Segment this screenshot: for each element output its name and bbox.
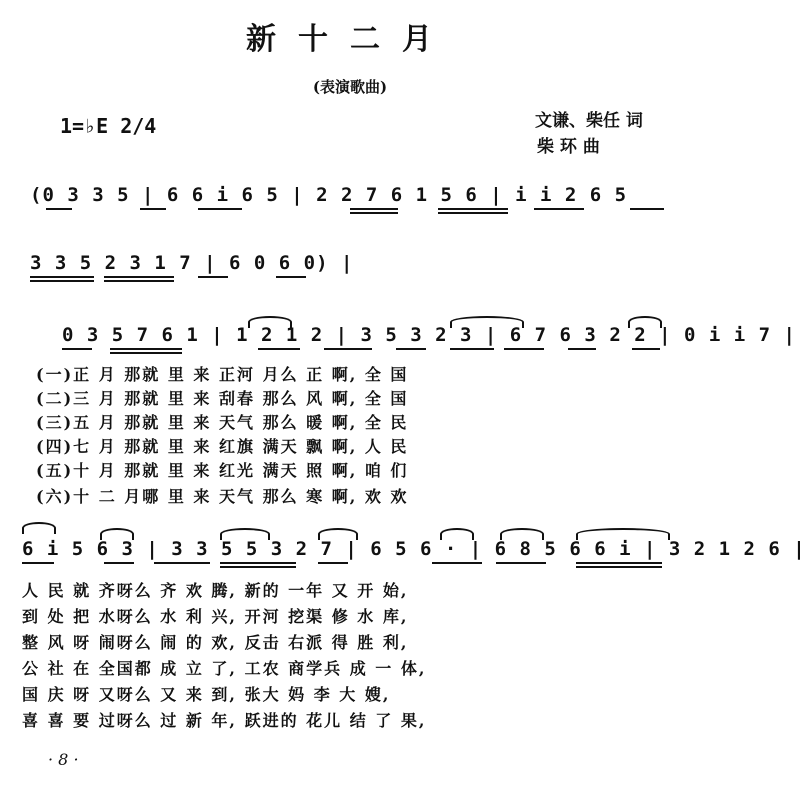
underline xyxy=(324,348,372,350)
underline xyxy=(350,212,398,214)
underline xyxy=(504,348,544,350)
credits xyxy=(535,108,643,160)
notation-line-1: (0 3 3 5 | 6 6 i 6 5 | 2 2 7 6 1 5 6 | i i 2 6 5 xyxy=(30,184,628,206)
lyric-line: 喜 喜 要 过呀么 过 新 年, 跃进的 花儿 结 了 果, xyxy=(22,711,427,730)
key-signature: 1=♭E 2/4 xyxy=(60,114,157,138)
lyric-line: 公 社 在 全国都 成 立 了, 工农 商学兵 成 一 体, xyxy=(22,659,427,678)
lyric-line: 人 民 就 齐呀么 齐 欢 腾, 新的 一年 又 开 始, xyxy=(22,581,409,600)
lyric-line: 国 庆 呀 又呀么 又 来 到, 张大 妈 李 大 嫂, xyxy=(22,685,391,704)
underline xyxy=(396,348,426,350)
underline xyxy=(438,208,508,210)
underline xyxy=(432,562,482,564)
lyric-line: (六)十 二 月哪 里 来 天气 那么 寒 啊, 欢 欢 xyxy=(36,487,409,506)
underline xyxy=(110,352,182,354)
underline xyxy=(110,348,182,350)
song-subtitle: (表演歌曲) xyxy=(312,78,388,96)
underline xyxy=(258,348,300,350)
underline xyxy=(276,276,306,278)
underline xyxy=(496,562,546,564)
underline xyxy=(576,562,662,564)
song-title: 新十二月 xyxy=(246,22,454,57)
underline xyxy=(220,562,296,564)
underline xyxy=(632,348,660,350)
lyric-line: (二)三 月 那就 里 来 刮春 那么 风 啊, 全 国 xyxy=(36,389,409,408)
underline xyxy=(450,348,494,350)
underline xyxy=(30,276,94,278)
page-number: · 8 · xyxy=(48,750,79,769)
lyric-line: (四)七 月 那就 里 来 红旗 满天 飘 啊, 人 民 xyxy=(36,437,409,456)
notation-line-4: 6 i 5 6 3 | 3 3 5 5 3 2 7 | 6 5 6 · | 6 8 5 6 6 i | 3 2 1 2 6 | xyxy=(22,538,806,560)
underline xyxy=(104,562,134,564)
underline xyxy=(104,276,174,278)
underline xyxy=(104,280,174,282)
underline xyxy=(140,208,166,210)
underline xyxy=(350,208,398,210)
underline xyxy=(62,348,92,350)
underline xyxy=(630,208,664,210)
underline xyxy=(568,348,596,350)
underline xyxy=(198,276,228,278)
underline xyxy=(438,212,508,214)
composer-credit: 柴 环 曲 xyxy=(537,137,600,157)
underline xyxy=(220,566,296,568)
slur xyxy=(22,522,56,534)
lyric-line: 整 风 呀 闹呀么 闹 的 欢, 反击 右派 得 胜 利, xyxy=(22,633,409,652)
lyric-line: 到 处 把 水呀么 水 利 兴, 开河 挖渠 修 水 库, xyxy=(22,607,409,626)
lyric-line: (一)正 月 那就 里 来 正河 月么 正 啊, 全 国 xyxy=(36,365,409,384)
underline xyxy=(22,562,54,564)
notation-line-3: 0 3 5 7 6 1 | 1 2 1 2 | 3 5 3 2 3 | 6 7 6 3 2 2 | 0 i i 7 | xyxy=(62,324,796,346)
notation-line-2: 3 3 5 2 3 1 7 | 6 0 6 0) | xyxy=(30,252,354,274)
underline xyxy=(576,566,662,568)
lyricist-credit: 文谦、柴任 词 xyxy=(535,111,643,131)
underline xyxy=(46,208,72,210)
underline xyxy=(198,208,242,210)
underline xyxy=(318,562,348,564)
lyric-line: (三)五 月 那就 里 来 天气 那么 暖 啊, 全 民 xyxy=(36,413,409,432)
underline xyxy=(154,562,210,564)
underline xyxy=(30,280,94,282)
underline xyxy=(534,208,584,210)
lyric-line: (五)十 月 那就 里 来 红光 满天 照 啊, 咱 们 xyxy=(36,461,409,480)
